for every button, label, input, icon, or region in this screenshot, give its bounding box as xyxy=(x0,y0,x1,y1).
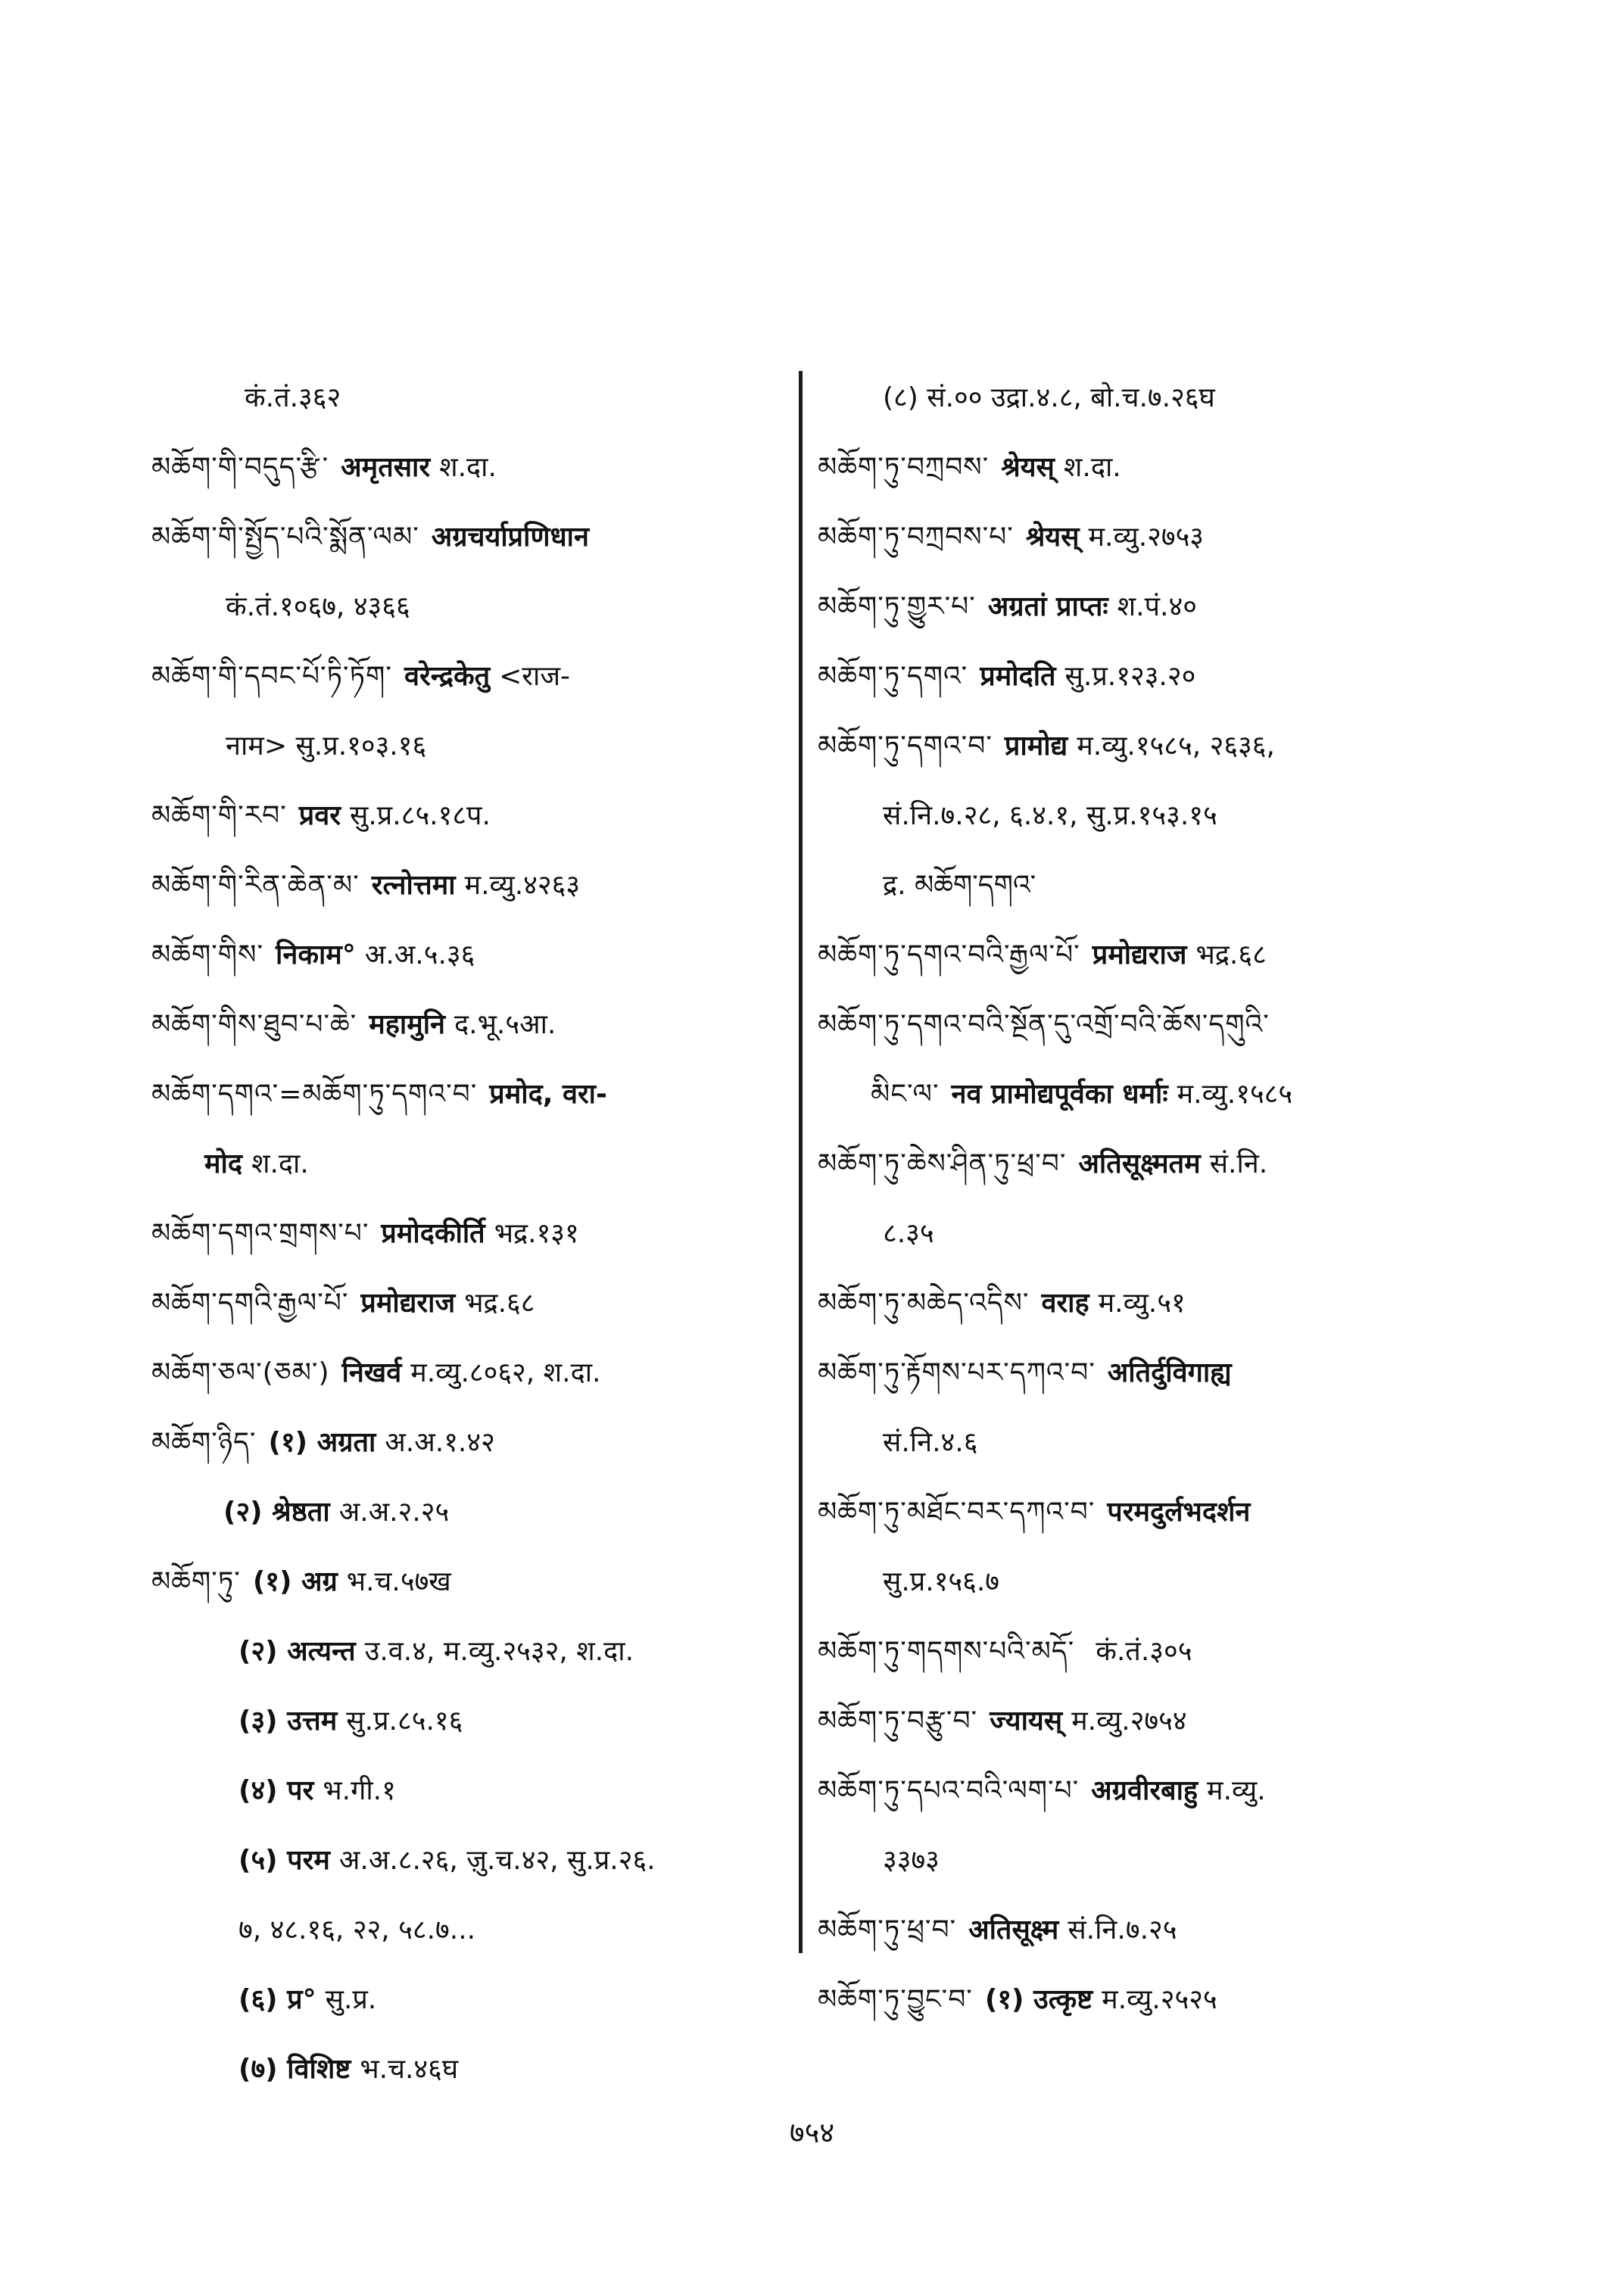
reference: अ.अ.८.२६, ज़ु.च.४२, सु.प्र.२६. xyxy=(338,1845,656,1876)
sanskrit-term: अग्रचर्याप्रणिधान xyxy=(431,522,589,553)
tibetan-term: མཆོག་གིས་ xyxy=(151,939,264,970)
sanskrit-term: अतिसूक्ष्मतम xyxy=(1078,1148,1201,1179)
entry-line xyxy=(818,1129,1469,1199)
entry-line xyxy=(818,1826,1469,1896)
tibetan-term: མཆོག་ཉིད་ xyxy=(151,1427,257,1458)
entry-line xyxy=(151,433,787,503)
reference: द्र. མཆོག་དགའ་ xyxy=(883,870,1036,901)
sanskrit-term: वरेन्द्रकेतु xyxy=(404,661,491,692)
sanskrit-term: अग्रवीरबाहु xyxy=(1091,1775,1199,1806)
reference: म.व्यु. xyxy=(1207,1775,1266,1806)
tibetan-term: མཆོག་ཏུ་མཆེད་འདིས་ xyxy=(818,1288,1030,1319)
right-column xyxy=(818,363,1469,2035)
sanskrit-term: रत्नोत्तमा xyxy=(371,870,456,901)
page-number: ७५४ xyxy=(789,2116,835,2149)
reference: भ.गी.१ xyxy=(323,1775,396,1806)
entry-line xyxy=(818,1617,1469,1687)
entry-line xyxy=(818,572,1469,642)
tibetan-term: མཆོག་གིས་ཐུབ་པ་ཆེ་ xyxy=(151,1009,357,1040)
sanskrit-term: (३) उत्तम xyxy=(238,1706,338,1737)
entry-line xyxy=(151,1060,787,1129)
sanskrit-term: अग्रतां प्राप्तः xyxy=(987,591,1108,622)
sanskrit-term: प्रमोद, वरा- xyxy=(489,1079,607,1110)
reference: अ.अ.२.२५ xyxy=(338,1497,450,1528)
entry-line xyxy=(151,1547,787,1617)
left-column xyxy=(151,363,787,2105)
reference: सं.नि.४.६ xyxy=(883,1427,978,1458)
entry-line xyxy=(818,642,1469,712)
reference: सु.प्र.८५.१६ xyxy=(346,1706,463,1737)
reference: अ.अ.५.३६ xyxy=(364,939,475,970)
sanskrit-term: श्रेयस् xyxy=(1001,452,1055,483)
sanskrit-term: महामुनि xyxy=(369,1009,446,1040)
tibetan-term: མཆོག་གི་སྤྱོད་པའི་སྨོན་ལམ་ xyxy=(151,522,419,553)
sanskrit-term: (६) प्र° xyxy=(238,1984,316,2015)
entry-line xyxy=(151,851,787,921)
sanskrit-term: प्रमोद्यराज xyxy=(360,1288,456,1319)
entry-line xyxy=(151,990,787,1060)
tibetan-term: མཆོག་ཏུ་ཆེས་ཤིན་ཏུ་ཕྲ་བ་ xyxy=(818,1148,1067,1179)
entry-line xyxy=(818,1687,1469,1756)
entry-line xyxy=(151,1199,787,1269)
tibetan-term: མཆོག་ཏུ་གྱུར་པ་ xyxy=(818,591,976,622)
entry-line xyxy=(151,1756,787,1826)
entry-line xyxy=(151,1617,787,1687)
sanskrit-term: श्रेयस् xyxy=(1025,522,1080,553)
entry-line xyxy=(151,503,787,572)
entry-line xyxy=(818,1547,1469,1617)
tibetan-term: མཆོག་གི་རབ་ xyxy=(151,800,287,831)
reference: (८) सं.०० उद्रा.४.८, बो.च.७.२६घ xyxy=(883,382,1215,413)
reference: सु.प्र.८५.१८प. xyxy=(350,800,491,831)
entry-line xyxy=(151,1129,787,1199)
reference: ८.३५ xyxy=(883,1218,934,1249)
entry-line xyxy=(151,2035,787,2105)
sanskrit-term: ज्यायस् xyxy=(990,1706,1063,1737)
reference: भ.च.४६घ xyxy=(360,2054,459,2085)
reference: श.दा. xyxy=(1063,452,1121,483)
entry-line xyxy=(818,503,1469,572)
tibetan-term: མཆོག་ཏུ་བཀྲབས་པ་ xyxy=(818,522,1014,553)
entry-line xyxy=(818,712,1469,781)
sanskrit-term: (७) विशिष्ट xyxy=(238,2054,351,2085)
entry-line xyxy=(818,990,1469,1060)
tibetan-term: མཆོག་གི་བདུད་རྩི་ xyxy=(151,452,329,483)
reference: अ.अ.१.४२ xyxy=(385,1427,495,1458)
reference: म.व्यु.१५८५, २६३६, xyxy=(1077,731,1275,762)
entry-line xyxy=(151,712,787,781)
tibetan-term: མཆོག་དགའི་རྒྱལ་པོ་ xyxy=(151,1288,349,1319)
sanskrit-term: अतिसूक्ष्म xyxy=(968,1914,1059,1946)
reference: म.व्यु.४२६३ xyxy=(464,870,581,901)
reference: सु.प्र. xyxy=(325,1984,377,2015)
entry-line xyxy=(151,363,787,433)
reference: म.व्यु.५१ xyxy=(1098,1288,1186,1319)
entry-line xyxy=(151,1478,787,1547)
reference: म.व्यु.२७५४ xyxy=(1071,1706,1187,1737)
entry-line xyxy=(818,1896,1469,1965)
sanskrit-term: प्रवर xyxy=(298,800,341,831)
entry-line xyxy=(151,921,787,990)
tibetan-term: མཆོག་དགའ་=མཆོག་ཏུ་དགའ་བ་ xyxy=(151,1079,478,1110)
tibetan-term: མཆོག་ཏུ་རྟོགས་པར་དཀའ་བ་ xyxy=(818,1357,1096,1388)
reference: नाम> सु.प्र.१०३.१६ xyxy=(226,731,427,762)
reference: भद्र.६८ xyxy=(1195,939,1267,970)
tibetan-term: མཆོག་ཏུ་དཔའ་བའི་ལག་པ་ xyxy=(818,1775,1080,1806)
entry-line xyxy=(818,1338,1469,1408)
tibetan-term: མཆོག་ཏུ་དགའ་བའི་རྒྱལ་པོ་ xyxy=(818,939,1080,970)
tibetan-term: མཆོག་ཏུ་ཕྲ་བ་ xyxy=(818,1914,957,1946)
sanskrit-term: मोद xyxy=(204,1148,242,1179)
reference: भद्र.६८ xyxy=(464,1288,535,1319)
reference: सं.नि. xyxy=(1209,1148,1268,1179)
reference: कं.तं.१०६७, ४३६६ xyxy=(226,591,410,622)
sanskrit-term: निकाम° xyxy=(276,939,356,970)
tibetan-term: མིང་ལ་ xyxy=(871,1079,940,1110)
sanskrit-term: (५) परम xyxy=(238,1845,330,1876)
entry-line xyxy=(818,1965,1469,2035)
entry-line xyxy=(818,433,1469,503)
tibetan-term: མཆོག་གི་དབང་པོ་ཏི་ཏོག་ xyxy=(151,661,392,692)
reference: भ.च.५७ख xyxy=(346,1566,451,1597)
sanskrit-term: प्रमोद्यराज xyxy=(1092,939,1187,970)
sanskrit-term: नव प्रामोद्यपूर्वका धर्माः xyxy=(951,1079,1168,1110)
entry-line xyxy=(151,1826,787,1896)
entry-line xyxy=(818,1478,1469,1547)
reference: श.दा. xyxy=(251,1148,309,1179)
tibetan-term: མཆོག་ཏུ་དགའ་བའི་སྔོན་དུ་འགྲོ་བའི་ཆོས་དགུའི་ xyxy=(818,1009,1270,1040)
tibetan-term: མཆོག་ཏུ་བཀྲབས་ xyxy=(818,452,990,483)
sanskrit-term: वराह xyxy=(1041,1288,1089,1319)
entry-line xyxy=(151,1965,787,2035)
sanskrit-term: अमृतसार xyxy=(341,452,431,483)
entry-line xyxy=(818,1408,1469,1478)
reference: म.व्यु.२७५३ xyxy=(1088,522,1205,553)
reference: सु.प्र.१५६.७ xyxy=(883,1566,1000,1597)
reference: कं.तं.३०५ xyxy=(1096,1636,1192,1667)
tibetan-term: མཆོག་ཏུ་བརྩུ་བ་ xyxy=(818,1706,978,1737)
entry-line xyxy=(151,1896,787,1965)
column-divider xyxy=(799,371,803,1953)
sanskrit-term: (१) अग्र xyxy=(252,1566,338,1597)
entry-line xyxy=(818,781,1469,851)
tibetan-term: མཆོག་ཏུ་མཐོང་བར་དཀའ་བ་ xyxy=(818,1497,1096,1528)
entry-line xyxy=(151,1338,787,1408)
entry-line xyxy=(818,1756,1469,1826)
reference: सं.नि.७.२८, ६.४.१, सु.प्र.१५३.१५ xyxy=(883,800,1217,831)
reference: सु.प्र.१२३.२० xyxy=(1064,661,1196,692)
sanskrit-term: निखर्व xyxy=(341,1357,402,1388)
reference: द.भू.५आ. xyxy=(454,1009,556,1040)
entry-line xyxy=(151,642,787,712)
reference: श.दा. xyxy=(439,452,497,483)
entry-line xyxy=(151,1269,787,1338)
tibetan-term: མཆོག་ཏུ་དགའ་བ་ xyxy=(818,731,993,762)
sanskrit-term: परमदुर्लभदर्शन xyxy=(1107,1497,1251,1528)
entry-line xyxy=(818,851,1469,921)
entry-line xyxy=(818,1199,1469,1269)
entry-line xyxy=(818,921,1469,990)
tibetan-term: མཆོག་དགའ་གྲགས་པ་ xyxy=(151,1218,369,1249)
sanskrit-term: (१) उत्कृष्ट xyxy=(984,1984,1093,2015)
sanskrit-term: अतिर्दुविगाह्य xyxy=(1107,1357,1232,1388)
tibetan-term: མཆོག་གི་རིན་ཆེན་མ་ xyxy=(151,870,360,901)
reference: ७, ४८.१६, २२, ५८.७... xyxy=(238,1914,476,1946)
reference: <राज- xyxy=(499,661,571,692)
reference: म.व्यु.२५२५ xyxy=(1102,1984,1217,2015)
sanskrit-term: (२) श्रेष्ठता xyxy=(223,1497,330,1528)
tibetan-term: མཆོག་ཏུ་གདགས་པའི་མདོ་ xyxy=(818,1636,1075,1667)
entry-line xyxy=(151,781,787,851)
entry-line xyxy=(818,1060,1469,1129)
reference: ३३७३ xyxy=(883,1845,940,1876)
tibetan-term: མཆོག་ཏུ་བྱུང་བ་ xyxy=(818,1984,973,2015)
reference: म.व्यु.१५८५ xyxy=(1177,1079,1293,1110)
tibetan-term: མཆོག་ཏུ་ xyxy=(151,1566,241,1597)
tibetan-term: མཆོག་ཅལ་(ཅམ་) xyxy=(151,1357,330,1388)
sanskrit-term: (४) पर xyxy=(238,1775,314,1806)
reference: म.व्यु.८०६२, श.दा. xyxy=(410,1357,601,1388)
entry-line xyxy=(151,572,787,642)
entry-line xyxy=(151,1687,787,1756)
reference: कं.तं.३६२ xyxy=(245,382,341,413)
entry-line xyxy=(818,1269,1469,1338)
sanskrit-term: प्रमोदति xyxy=(980,661,1056,692)
sanskrit-term: प्रमोदकीर्ति xyxy=(381,1218,485,1249)
tibetan-term: མཆོག་ཏུ་དགའ་ xyxy=(818,661,968,692)
reference: उ.व.४, म.व्यु.२५३२, श.दा. xyxy=(364,1636,634,1667)
entry-line xyxy=(151,1408,787,1478)
reference: सं.नि.७.२५ xyxy=(1068,1914,1177,1946)
entry-line xyxy=(818,363,1469,433)
reference: श.पं.४० xyxy=(1117,591,1197,622)
sanskrit-term: (२) अत्यन्त xyxy=(238,1636,356,1667)
sanskrit-term: प्रामोद्य xyxy=(1004,731,1068,762)
reference: भद्र.१३१ xyxy=(494,1218,579,1249)
sanskrit-term: (१) अग्रता xyxy=(268,1427,376,1458)
